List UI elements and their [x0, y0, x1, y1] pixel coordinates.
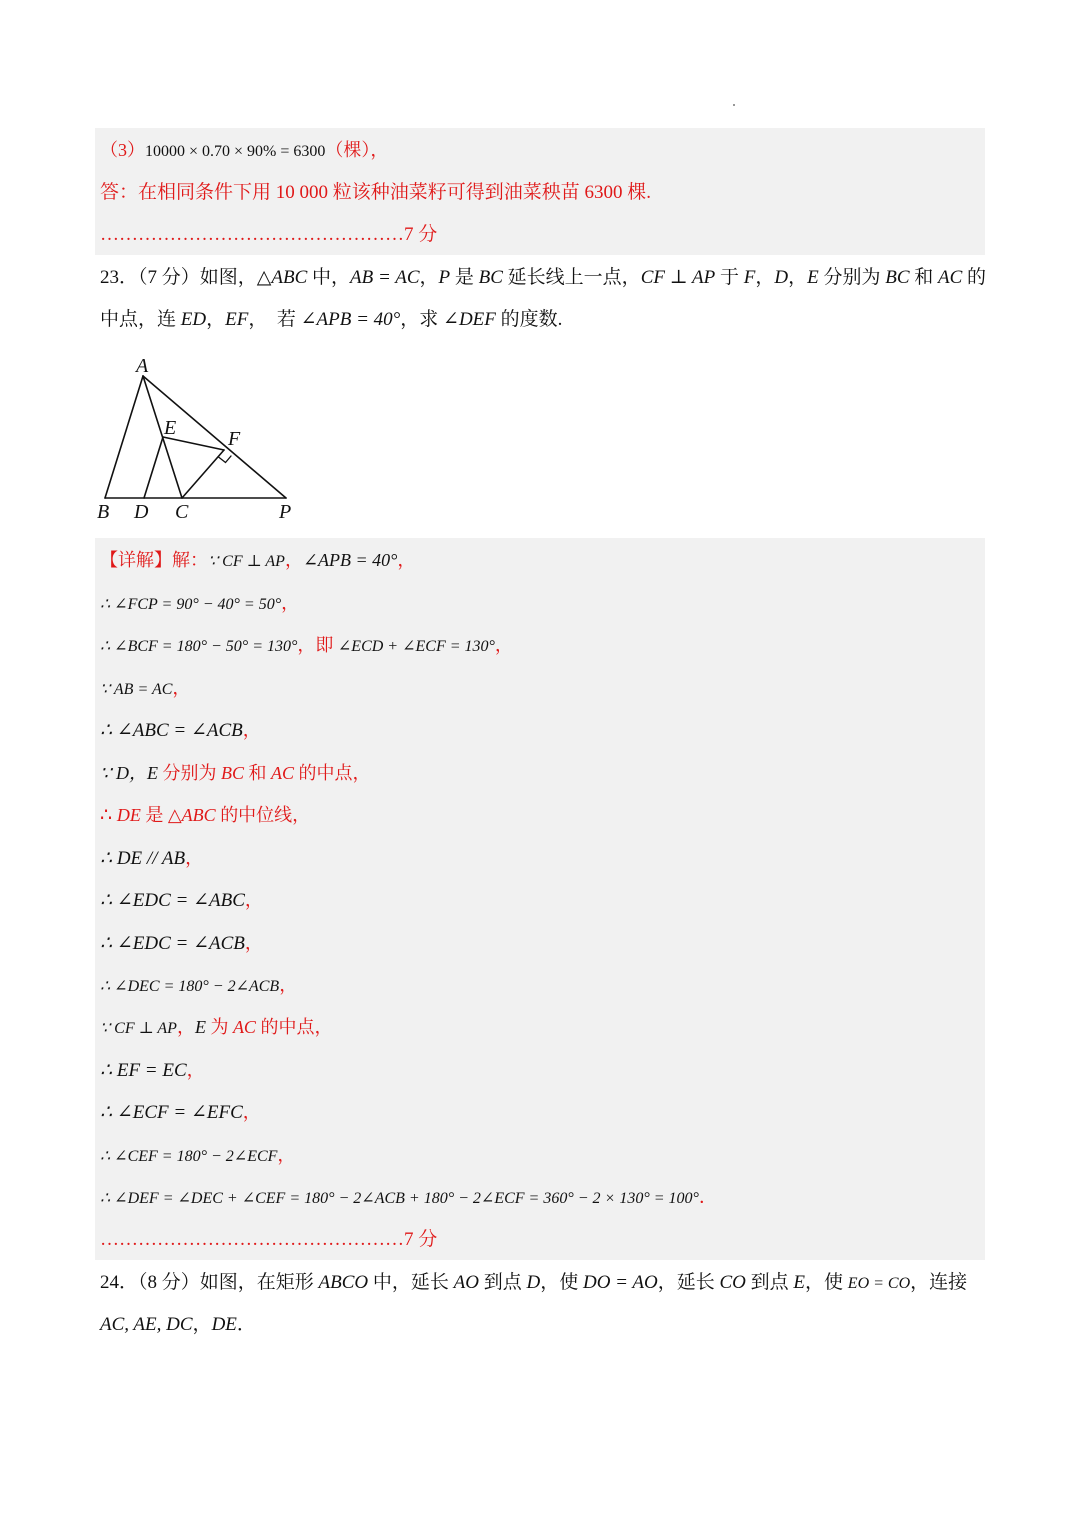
- q24-text: ，延长: [657, 1272, 720, 1293]
- part3-unit: （棵），: [325, 140, 389, 160]
- q23-text: 23．（7 分）如图，: [100, 267, 257, 288]
- label-P: P: [279, 501, 292, 523]
- sol-math: △ABC: [167, 805, 216, 825]
- sol-text: ．: [698, 1187, 717, 1207]
- q23-text: 延长线上一点，: [502, 267, 641, 288]
- sol-text: ，: [242, 720, 261, 740]
- q24-math: E: [793, 1272, 806, 1293]
- sol-text: ，: [244, 933, 263, 953]
- q24-math: DE: [211, 1314, 237, 1335]
- triangle-figure: [90, 352, 310, 532]
- sol-text: ，: [494, 635, 513, 655]
- right-angle-mark: [219, 456, 232, 463]
- q23-text: 和: [909, 267, 939, 288]
- q24-line2: [100, 1311, 256, 1339]
- sol-math: ∴ ∠DEC = 180° − 2∠ACB: [100, 978, 280, 995]
- q23-text: ，求: [400, 309, 444, 330]
- q23-math: CF ⊥ AP: [640, 267, 716, 288]
- detail-tag: 【详解】: [100, 550, 172, 570]
- sol-math: ∴ ∠BCF = 180° − 50° = 130°: [100, 638, 298, 655]
- q23-text: ，: [206, 309, 226, 330]
- q23-math: P: [438, 267, 451, 288]
- sol-math: ∴ ∠DEF = ∠DEC + ∠CEF = 180° − 2∠ACB + 180° − 2∠ECF = 360° − 2 × 130° = 100°: [100, 1190, 699, 1207]
- sol-text: 为: [205, 1017, 233, 1037]
- sol-line-15: [100, 1141, 295, 1171]
- q23-math: E: [807, 267, 819, 288]
- sol-math: ∠APB = 40°: [302, 550, 398, 570]
- q23-math: ∠DEF: [443, 309, 496, 330]
- part3-label: （3）: [100, 140, 145, 160]
- label-D: D: [134, 501, 149, 523]
- sol-text: ，: [185, 848, 204, 868]
- q24-text: ，连接: [910, 1272, 968, 1293]
- q23-text: ，: [788, 267, 808, 288]
- sol-text: 的中点，: [293, 763, 371, 783]
- sol-line-9: [100, 886, 263, 916]
- q23-math: AC: [938, 267, 963, 288]
- q23-math: △ABC: [256, 267, 308, 288]
- q24-text: ．: [236, 1314, 256, 1335]
- sol-line-1: [100, 546, 415, 576]
- sol-text: 解：: [172, 550, 208, 570]
- sol-line-4: [100, 674, 190, 704]
- sol-line-3: [100, 631, 513, 661]
- sol-math: E: [194, 1017, 206, 1037]
- sol-math: BC: [220, 763, 244, 783]
- q24-text: ，使: [805, 1272, 848, 1293]
- q23-line1: [100, 264, 986, 292]
- sol-line-12: [100, 1013, 332, 1043]
- sol-line-14: [100, 1098, 261, 1128]
- q23-math: F: [743, 267, 756, 288]
- score-line-1: …………………………………………7 分: [100, 224, 438, 245]
- segment-CF: [182, 450, 224, 498]
- q23-line2: [100, 306, 562, 334]
- segment-DE: [144, 437, 163, 498]
- label-A: A: [136, 355, 149, 377]
- q23-math: ED: [180, 309, 207, 330]
- part3-formula: 10000 × 0.70 × 90% = 6300: [145, 143, 326, 160]
- q24-text: ，使: [540, 1272, 583, 1293]
- sol-math: ∵ AB = AC: [100, 681, 173, 698]
- q23-text: 的度数.: [495, 309, 563, 330]
- q23-math: ∠APB = 40°: [300, 309, 401, 330]
- q24-math: CO: [719, 1272, 746, 1293]
- sol-line-7: [100, 801, 310, 831]
- label-F: F: [228, 428, 241, 450]
- sol-math: ∴ ∠EDC = ∠ACB: [100, 933, 245, 954]
- q23-math: BC: [885, 267, 910, 288]
- sol-text: 的中点，: [255, 1017, 333, 1037]
- sol-text: ，: [284, 550, 303, 570]
- q23-text: 于: [715, 267, 744, 288]
- sol-math: ∵ D，: [100, 763, 147, 783]
- sol-text: ，: [279, 975, 298, 995]
- sol-text: ，: [186, 1060, 205, 1080]
- q24-text: 中，延长: [368, 1272, 454, 1293]
- sol-math: ∠ECD + ∠ECF = 130°: [337, 638, 495, 655]
- sol-math: ∵ CF ⊥ AP: [208, 553, 285, 570]
- q23-text: 是: [450, 267, 479, 288]
- q24-math: AC, AE, DC: [100, 1314, 193, 1335]
- sol-text: 是: [140, 805, 168, 825]
- q24-text: 到点: [745, 1272, 794, 1293]
- sol-text: 和: [243, 763, 271, 783]
- sol-math: ∴ ∠FCP = 90° − 40° = 50°: [100, 596, 282, 613]
- sol-text: ，: [242, 1102, 261, 1122]
- q23-math: BC: [478, 267, 503, 288]
- page-speck: [733, 104, 735, 106]
- sol-text: 分别为: [157, 763, 221, 783]
- score-line-2: …………………………………………7 分: [100, 1229, 438, 1250]
- sol-line-13: [100, 1056, 205, 1086]
- segment-AB: [105, 376, 143, 498]
- sol-text: ，: [397, 550, 416, 570]
- sol-math: ∴ DE // AB: [100, 848, 186, 869]
- q23-text: 分别为: [818, 267, 886, 288]
- q23-text: 的: [962, 267, 987, 288]
- sol-text: ，: [281, 593, 300, 613]
- sol-text: ，即: [297, 635, 338, 655]
- sol-math: DE: [116, 805, 141, 825]
- sol-math: ∴ ∠ECF = ∠EFC: [100, 1102, 243, 1123]
- sol-line-6: [100, 759, 370, 789]
- label-C: C: [175, 501, 189, 523]
- sol-math: ∴ EF = EC: [100, 1060, 187, 1081]
- sol-line-8: [100, 844, 203, 874]
- q24-math: EO = CO: [847, 1275, 911, 1292]
- sol-math: AC: [270, 763, 294, 783]
- q23-text: 中点，连: [100, 309, 181, 330]
- q24-line1: [100, 1269, 967, 1298]
- sol-math: AC: [232, 1017, 256, 1037]
- part3-line: [100, 136, 388, 166]
- q24-math: ABCO: [318, 1272, 369, 1293]
- sol-text: ，: [277, 1145, 296, 1165]
- q23-text: ，: [419, 267, 439, 288]
- sol-math: ∵ CF ⊥ AP: [100, 1020, 177, 1037]
- q24-math: DO = AO: [582, 1272, 658, 1293]
- sol-math: ∴ ∠EDC = ∠ABC: [100, 890, 245, 911]
- sol-math: ∴ ∠ABC = ∠ACB: [100, 720, 243, 741]
- answer-line: 答：在相同条件下用 10 000 粒该种油菜籽可得到油菜秧苗 6300 棵.: [100, 182, 652, 203]
- sol-line-10: [100, 929, 263, 959]
- q24-math: D: [526, 1272, 541, 1293]
- sol-line-16: [100, 1183, 717, 1213]
- label-B: B: [97, 501, 110, 523]
- sol-text: ，: [244, 890, 263, 910]
- q23-text: ， 若: [248, 309, 301, 330]
- q24-text: ，: [192, 1314, 212, 1335]
- sol-line-2: [100, 589, 299, 619]
- sol-text: 的中位线，: [215, 805, 311, 825]
- sol-text: ∴: [100, 805, 117, 826]
- q23-math: AB = AC: [350, 267, 420, 288]
- sol-text: ，: [176, 1017, 195, 1037]
- q24-text: 到点: [478, 1272, 527, 1293]
- q23-math: EF: [225, 309, 249, 330]
- sol-line-5: [100, 716, 261, 746]
- sol-math: ∴ ∠CEF = 180° − 2∠ECF: [100, 1148, 278, 1165]
- q23-text: 中，: [307, 267, 351, 288]
- sol-line-11: [100, 971, 297, 1001]
- sol-math: E: [146, 763, 158, 783]
- label-E: E: [164, 417, 177, 439]
- q24-math: AO: [453, 1272, 479, 1293]
- q23-math: D: [774, 267, 789, 288]
- q24-text: 24．（8 分）如图，在矩形: [100, 1272, 319, 1293]
- sol-text: ，: [172, 678, 191, 698]
- q23-text: ，: [755, 267, 775, 288]
